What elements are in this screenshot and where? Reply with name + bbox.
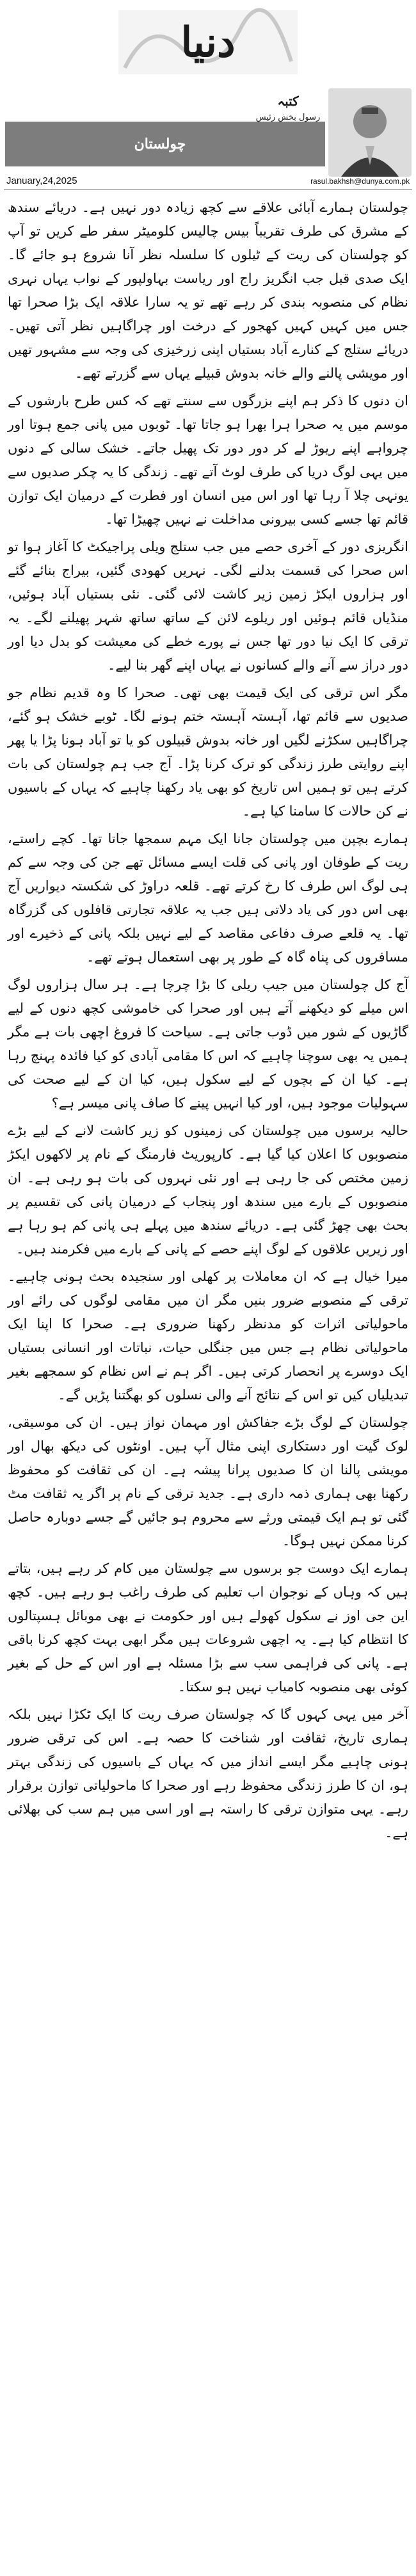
article-paragraph: چولستان کے لوگ بڑے جفاکش اور مہمان نواز ہیں۔ ان کی موسیقی، لوک گیت اور دستکاری اپنی مثال آپ ہیں۔ اونٹوں کی دیکھ بھال اور مویشی پالنا ان کا صدیوں پرانا پیشہ ہے۔ ان کی ثقافت کو محفوظ رکھنا بھی ہماری ذمہ داری ہے۔ جدید ترقی کے نام پر اگر یہ ثقافت مٹ گئی تو ہم ایک قیمتی ورثے سے محروم ہو جائیں گے جسے دوبارہ حاصل کرنا ممکن نہیں ہوگا۔	[8, 1415, 408, 1549]
column-header	[0, 0, 416, 192]
masthead-logo-text: دنیا	[180, 18, 236, 67]
article-paragraph: ہمارے بچپن میں چولستان جانا ایک مہم سمجھا جاتا تھا۔ کچے راستے، ریت کے طوفان اور پانی کی قلت ایسے مسائل تھے جن کی وجہ سے کم ہی لوگ اس طرف کا رخ کرتے تھے۔ قلعہ دراوڑ کی شکستہ دیواریں آج بھی اس دور کی یاد دلاتی ہیں جب یہ علاقہ تجارتی قافلوں کی گزرگاہ تھا۔ یہ قلعے صرف دفاعی مقاصد کے لیے نہیں بلکہ پانی کے ذخیرے اور مسافروں کی پناہ گاہ کے طور پر بھی استعمال ہوتے تھے۔	[8, 831, 408, 965]
article-paragraph: مگر اس ترقی کی ایک قیمت بھی تھی۔ صحرا کا وہ قدیم نظام جو صدیوں سے قائم تھا، آہستہ آہستہ ختم ہونے لگا۔ ٹوبے خشک ہو گئے، چراگاہیں سکڑنے لگیں اور خانہ بدوش قبیلوں کو یا تو آباد ہونا پڑا یا پھر اپنے روایتی طرز زندگی کو ترک کرنا پڑا۔ آج جب ہم چولستان کی بات کرتے ہیں تو ہمیں اس تاریخ کو بھی یاد رکھنا چاہیے کہ یہاں کے باسیوں نے کن حالات کا سامنا کیا ہے۔	[8, 685, 408, 819]
article-paragraph: آج کل چولستان میں جیپ ریلی کا بڑا چرچا ہے۔ ہر سال ہزاروں لوگ اس میلے کو دیکھنے آتے ہیں اور صحرا کی خاموشی کچھ دنوں کے لیے گاڑیوں کے شور میں ڈوب جاتی ہے۔ سیاحت کا فروغ اچھی بات ہے مگر ہمیں یہ بھی سوچنا چاہیے کہ اس کا مقامی آبادی کو کیا فائدہ پہنچ رہا ہے۔ کیا ان کے بچوں کے لیے سکول ہیں، کیا ان کے لیے صحت کی سہولیات موجود ہیں، اور کیا انہیں پینے کا صاف پانی میسر ہے؟	[8, 977, 408, 1111]
article-body	[8, 196, 408, 2564]
article-paragraph: ان دنوں کا ذکر ہم اپنے بزرگوں سے سنتے تھے کہ کس طرح بارشوں کے موسم میں یہ صحرا ہرا بھرا ہو جاتا تھا۔ ٹوبوں میں پانی جمع ہوتا اور چرواہے اپنے ریوڑ لے کر دور دور تک پھیل جاتے۔ خشک سالی کے دنوں میں یہی لوگ دریا کی طرف لوٹ آتے تھے۔ زندگی کا یہ چکر صدیوں سے یونہی چلا آ رہا تھا اور اس میں انسان اور فطرت کے درمیان ایک توازن قائم تھا جسے کسی بیرونی مداخلت نے نہیں چھیڑا تھا۔	[8, 393, 408, 527]
newspaper-masthead	[112, 4, 304, 81]
publish-date: January,24,2025	[6, 175, 77, 186]
article-paragraph: ہمارے ایک دوست جو برسوں سے چولستان میں کام کر رہے ہیں، بتاتے ہیں کہ وہاں کے نوجوان اب تعلیم کی طرف راغب ہو رہے ہیں۔ کچھ این جی اوز نے سکول کھولے ہیں اور حکومت نے بھی موبائل ہسپتالوں کا انتظام کیا ہے۔ یہ اچھی شروعات ہیں مگر ابھی بہت کچھ کرنا باقی ہے۔ پانی کی فراہمی سب سے بڑا مسئلہ ہے اور اس کے حل کے بغیر کوئی بھی منصوبہ کامیاب نہیں ہو سکتا۔	[8, 1561, 408, 1695]
columnist-byline	[253, 93, 323, 129]
columnist-photo	[328, 88, 412, 177]
column-title: چولستان	[134, 136, 186, 152]
columnist-email[interactable]: rasul.bakhsh@dunya.com.pk	[310, 177, 410, 186]
article-paragraph: انگریزی دور کے آخری حصے میں جب ستلج ویلی پراجیکٹ کا آغاز ہوا تو اس صحرا کی قسمت بدلنے لگی۔ نہریں کھودی گئیں، بیراج بنائے گئے اور ہزاروں ایکڑ زمین زیر کاشت لائی گئی۔ نئی بستیاں آباد ہوئیں، منڈیاں قائم ہوئیں اور ریلوے لائن کے ساتھ ساتھ شہر پھیلنے لگے۔ یہ ترقی کا ایک نیا دور تھا جس نے پورے خطے کی معیشت کو بدل دیا اور دور دراز سے آنے والے کسانوں نے یہاں اپنے گھر بنا لیے۔	[8, 539, 408, 673]
article-paragraph: چولستان ہمارے آبائی علاقے سے کچھ زیادہ دور نہیں ہے۔ دریائے سندھ کے مشرق کی طرف تقریباً بیس چالیس کلومیٹر سفر طے کریں تو آپ کو چولستان کی ریت کے ٹیلوں کا سلسلہ نظر آنا شروع ہو جائے گا۔ ایک صدی قبل جب انگریز راج اور ریاست بہاولپور کے نواب یہاں نہری نظام کی منصوبہ بندی کر رہے تھے تو یہ سارا علاقہ ایک بڑا صحرا تھا جس میں کہیں کہیں کھجور کے درخت اور چراگاہیں نظر آتی تھیں۔ دریائے ستلج کے کنارے آباد بستیاں اپنی زرخیزی کی وجہ سے مشہور تھیں اور مویشی پالنے والے خانہ بدوش قبیلے یہاں سے گزرتے تھے۔	[8, 200, 408, 381]
article-paragraph: میرا خیال ہے کہ ان معاملات پر کھلی اور سنجیدہ بحث ہونی چاہیے۔ ترقی کے منصوبے ضرور بنیں مگر ان میں مقامی لوگوں کی رائے اور ماحولیاتی اثرات کو مدنظر رکھنا ضروری ہے۔ صحرا کا اپنا ایک ماحولیاتی نظام ہے جس میں جنگلی حیات، نباتات اور انسانی بستیاں ایک دوسرے پر انحصار کرتی ہیں۔ اگر ہم نے اس نظام کو سمجھے بغیر تبدیلیاں کیں تو اس کے نتائج آنے والی نسلوں کو بھگتنا پڑیں گے۔	[8, 1269, 408, 1403]
article-paragraph: حالیہ برسوں میں چولستان کی زمینوں کو زیر کاشت لانے کے لیے بڑے منصوبوں کا اعلان کیا گیا ہے۔ کارپوریٹ فارمنگ کے نام پر لاکھوں ایکڑ زمین مختص کی جا رہی ہے اور نئی نہروں کی بات ہو رہی ہے۔ ان منصوبوں کے بارے میں سندھ اور پنجاب کے درمیان پانی کی تقسیم پر بحث بھی چھڑ گئی ہے۔ دریائے سندھ میں پہلے ہی پانی کم ہو رہا ہے اور زیریں علاقوں کے لوگ اپنے حصے کے پانی کے بارے میں فکرمند ہیں۔	[8, 1123, 408, 1257]
article-paragraph: آخر میں یہی کہوں گا کہ چولستان صرف ریت کا ایک ٹکڑا نہیں بلکہ ہماری تاریخ، ثقافت اور شناخت کا حصہ ہے۔ اس کی ترقی ضرور ہونی چاہیے مگر ایسے انداز میں کہ یہاں کے باسیوں کی زندگی بہتر ہو، ان کا طرز زندگی محفوظ رہے اور صحرا کا ماحولیاتی توازن برقرار رہے۔ یہی متوازن ترقی کا راستہ ہے اور اسی میں ہم سب کی بھلائی ہے۔	[8, 1707, 408, 1840]
columnist-name: رسول بخش رئیس	[255, 113, 321, 122]
column-brand: کتبہ	[277, 93, 299, 109]
header-divider	[4, 189, 412, 190]
columnist-portrait-icon	[328, 88, 412, 177]
